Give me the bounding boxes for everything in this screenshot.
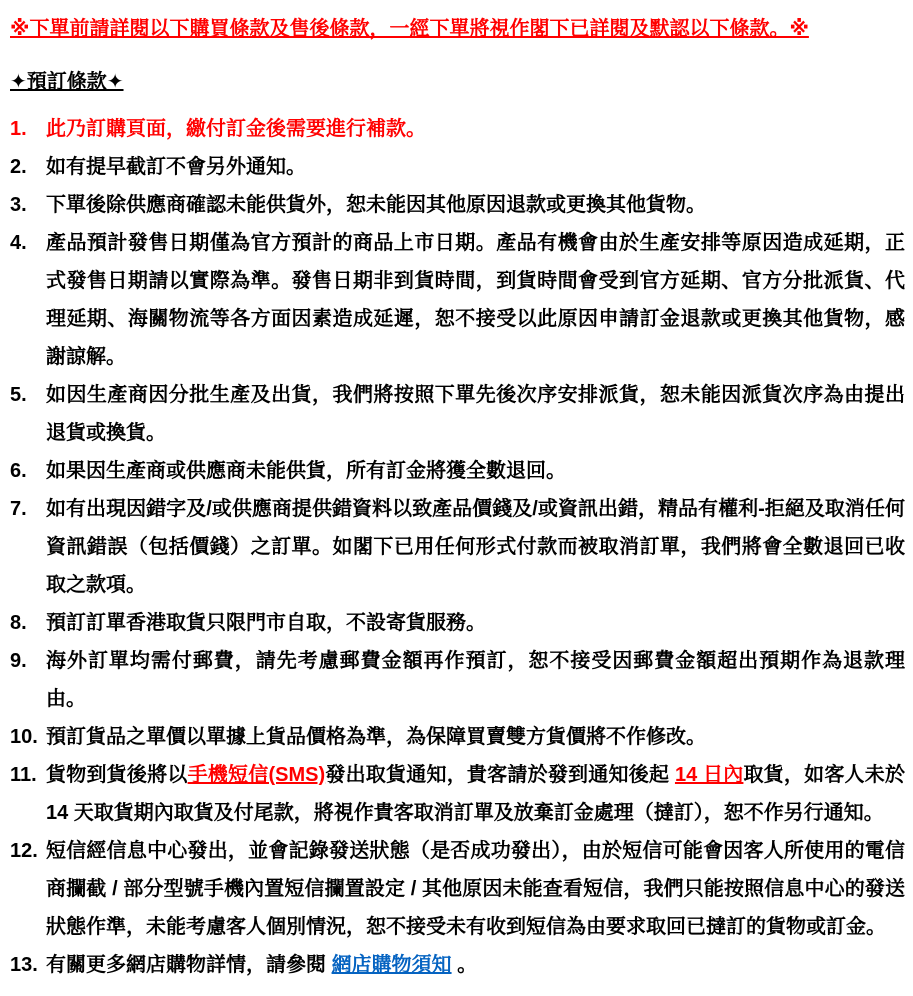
term-text: 此乃訂購頁面，繳付訂金後需要進行補款。 <box>46 118 426 140</box>
term-text: 如有提早截訂不會另外通知。 <box>46 156 306 178</box>
term-text-segment: 貨物到貨後將以 <box>46 764 188 786</box>
term-text: 預訂貨品之單價以單據上貨品價格為準，為保障買賣雙方貨價將不作修改。 <box>46 726 706 748</box>
term-text: 預訂訂單香港取貨只限門市自取，不設寄貨服務。 <box>46 612 486 634</box>
term-item-1 <box>10 110 905 148</box>
shop-guide-link[interactable]: 網店購物須知 <box>331 954 452 976</box>
sms-highlight: 手機短信(SMS) <box>187 764 326 786</box>
term-item-3 <box>10 186 905 224</box>
term-text-segment: 取貨，如客人未於 14 天取貨期內取貨及付尾款，將視作貴客取消訂單及放棄訂金處理（撻訂），恕不作另行通知。 <box>46 764 906 824</box>
term-number: 11. <box>10 764 37 786</box>
term-item-13 <box>10 946 905 984</box>
term-text: 如果因生產商或供應商未能供貨，所有訂金將獲全數退回。 <box>46 460 566 482</box>
term-item-5 <box>10 376 905 452</box>
term-item-6 <box>10 452 905 490</box>
term-number: 9. <box>10 650 27 672</box>
term-number: 10. <box>10 726 38 748</box>
term-text <box>46 946 905 984</box>
term-text: 如因生產商因分批生產及出貨，我們將按照下單先後次序安排派貨，恕未能因派貨次序為由提出退貨或換貨。 <box>46 384 905 444</box>
pickup-deadline-highlight: 14 日內 <box>674 764 744 786</box>
term-text: 下單後除供應商確認未能供貨外，恕未能因其他原因退款或更換其他貨物。 <box>46 194 706 216</box>
term-text <box>46 756 905 832</box>
term-text-segment: 發出取貨通知，貴客請於發到通知後起 <box>325 764 675 786</box>
term-number: 4. <box>10 232 27 254</box>
term-text-segment: 。 <box>451 954 478 976</box>
term-number: 12. <box>10 840 38 862</box>
term-text-segment: 有關更多網店購物詳情，請參閱 <box>46 954 332 976</box>
term-number: 13. <box>10 954 38 976</box>
term-number: 7. <box>10 498 27 520</box>
term-item-11 <box>10 756 905 832</box>
term-item-7 <box>10 490 905 604</box>
term-text: 海外訂單均需付郵費，請先考慮郵費金額再作預訂，恕不接受因郵費金額超出預期作為退款理由。 <box>46 650 905 710</box>
term-number: 3. <box>10 194 27 216</box>
term-item-4 <box>10 224 905 376</box>
term-number: 8. <box>10 612 27 634</box>
term-text: 產品預計發售日期僅為官方預計的商品上市日期。產品有機會由於生產安排等原因造成延期，正式發售日期請以實際為準。發售日期非到貨時間，到貨時間會受到官方延期、官方分批派貨、代理延期、海關物流等各方面因素造成延遲，恕不接受以此原因申請訂金退款或更換其他貨物，感謝諒解。 <box>46 232 905 368</box>
section-header-preorder-terms: ✦預訂條款✦ <box>10 71 124 93</box>
term-number: 2. <box>10 156 27 178</box>
term-item-9 <box>10 642 905 718</box>
term-number: 1. <box>10 118 27 140</box>
term-item-12 <box>10 832 905 946</box>
term-text: 短信經信息中心發出，並會記錄發送狀態（是否成功發出），由於短信可能會因客人所使用的電信商攔截 / 部分型號手機內置短信攔置設定 / 其他原因未能查看短信，我們只能按照信息中心的發送狀態作準，未能考慮客人個別情況，恕不接受未有收到短信為由要求取回已撻訂的貨物或訂金。 <box>46 840 905 938</box>
term-number: 6. <box>10 460 27 482</box>
terms-notice-title: ※下單前請詳閱以下購買條款及售後條款，一經下單將視作閣下已詳閱及默認以下條款。※ <box>10 18 809 40</box>
term-text: 如有出現因錯字及/或供應商提供錯資料以致產品價錢及/或資訊出錯，精品有權利-拒絕及取消任何資訊錯誤（包括價錢）之訂單。如閣下已用任何形式付款而被取消訂單，我們將會全數退回已收取之款項。 <box>46 498 905 596</box>
term-item-10 <box>10 718 905 756</box>
term-number: 5. <box>10 384 27 406</box>
term-item-2 <box>10 148 905 186</box>
term-item-8 <box>10 604 905 642</box>
